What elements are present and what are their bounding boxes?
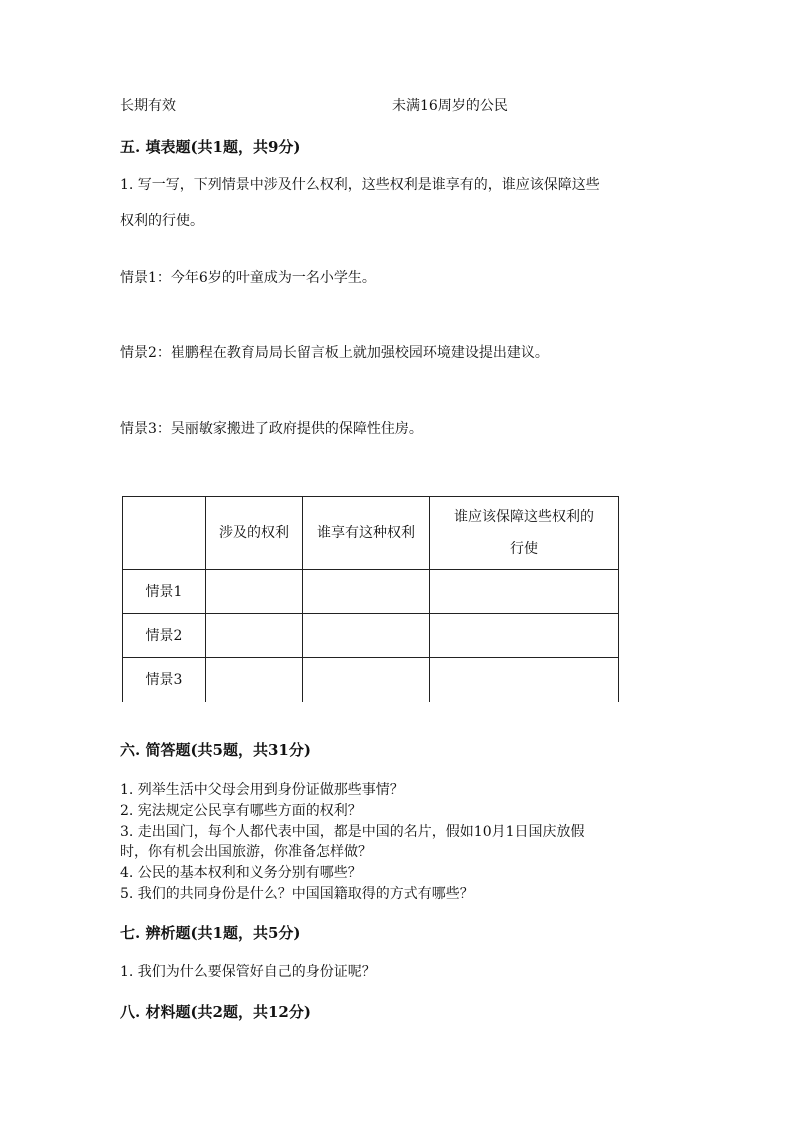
table-row [123, 614, 619, 658]
table-header-holder: 谁享有这种权利 [303, 497, 430, 570]
table-row [123, 658, 619, 702]
table-cell [206, 570, 303, 614]
table-header-rights: 涉及的权利 [206, 497, 303, 570]
section8-title: 八. 材料题(共2题，共12分) [120, 1003, 311, 1021]
scenario-1-text: 情景1：今年6岁的叶童成为一名小学生。 [120, 270, 376, 286]
table-row-label: 情景3 [123, 658, 206, 702]
table-header-empty [123, 497, 206, 570]
table-cell [303, 614, 430, 658]
section6-item-5: 5. 我们的共同身份是什么？中国国籍取得的方式有哪些？ [120, 886, 474, 902]
section6-title: 六. 简答题(共5题，共31分) [120, 741, 311, 759]
table-header-guarantor [430, 497, 619, 570]
table-row [123, 570, 619, 614]
table-header-guarantor-line1: 谁应该保障这些权利的 [454, 509, 594, 525]
table-cell [206, 658, 303, 702]
table-row-label: 情景2 [123, 614, 206, 658]
table-cell [206, 614, 303, 658]
section6-item-3-cont: 时，你有机会出国旅游，你准备怎样做？ [120, 844, 372, 860]
section5-q1-line1: 1. 写一写，下列情景中涉及什么权利，这些权利是谁享有的，谁应该保障这些 [120, 177, 600, 193]
section7-q1: 1. 我们为什么要保管好自己的身份证呢？ [120, 964, 376, 980]
table-cell [430, 658, 619, 702]
table-cell [303, 570, 430, 614]
section5-title: 五. 填表题(共1题，共9分) [120, 138, 301, 156]
scenario-3-text: 情景3：吴丽敏家搬进了政府提供的保障性住房。 [120, 421, 423, 437]
top-right-text: 未满16周岁的公民 [392, 98, 508, 114]
rights-table [122, 496, 619, 702]
top-left-text: 长期有效 [120, 98, 176, 114]
section5-q1-line2: 权利的行使。 [120, 213, 204, 229]
table-header-guarantor-line2: 行使 [510, 541, 538, 557]
table-header-row [123, 497, 619, 570]
section7-title: 七. 辨析题(共1题，共5分) [120, 924, 301, 942]
table-cell [430, 570, 619, 614]
section6-item-3: 3. 走出国门，每个人都代表中国，都是中国的名片，假如10月1日国庆放假 [120, 824, 585, 840]
section6-item-1: 1. 列举生活中父母会用到身份证做那些事情？ [120, 782, 404, 798]
table-cell [430, 614, 619, 658]
section6-item-4: 4. 公民的基本权利和义务分别有哪些？ [120, 865, 362, 881]
section6-item-2: 2. 宪法规定公民享有哪些方面的权利？ [120, 803, 362, 819]
scenario-2-text: 情景2：崔鹏程在教育局局长留言板上就加强校园环境建设提出建议。 [120, 345, 549, 361]
table-row-label: 情景1 [123, 570, 206, 614]
table-cell [303, 658, 430, 702]
